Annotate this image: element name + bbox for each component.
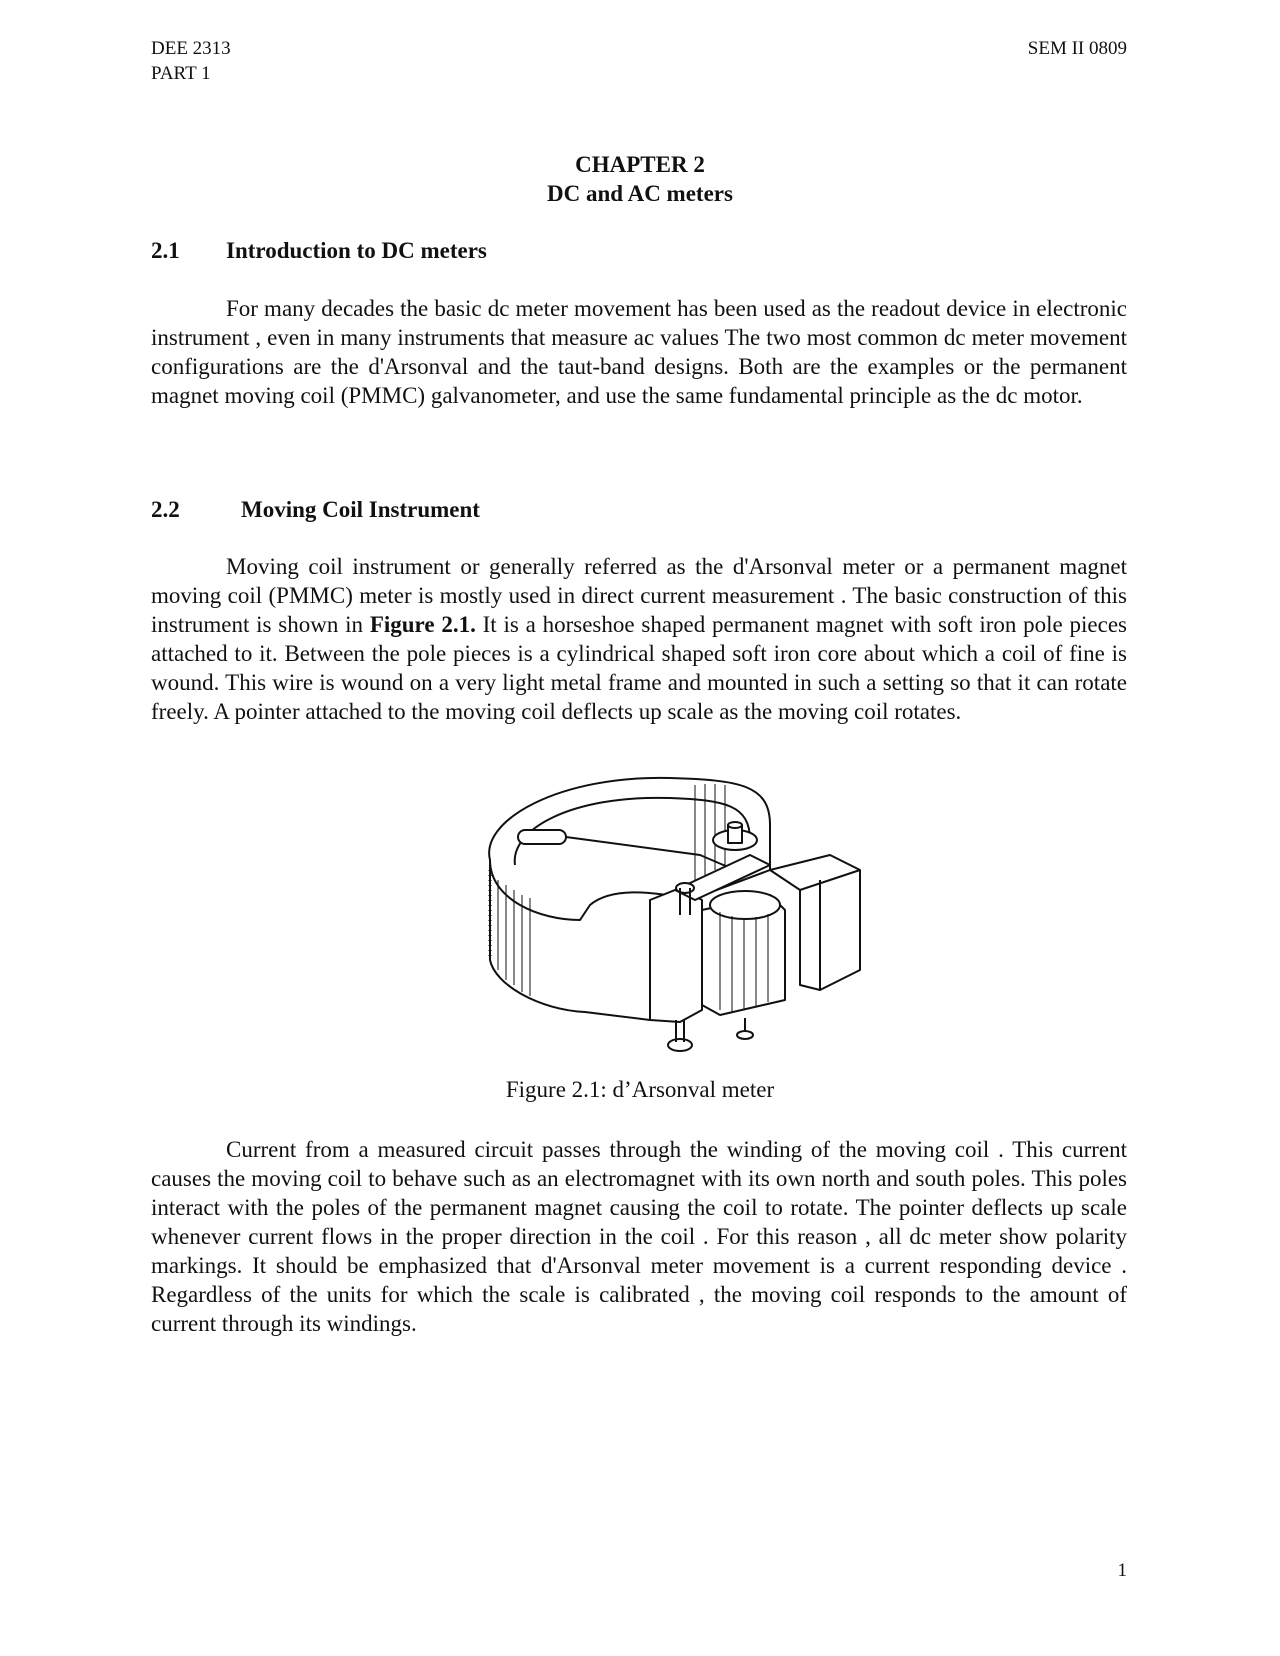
section-number: 2.1 [151,238,180,263]
section-number: 2.2 [151,497,180,522]
course-code: DEE 2313 [151,38,231,59]
darsonval-meter-illustration [470,770,890,1070]
intro-paragraph: For many decades the basic dc meter movement has been used as the readout device in electronic instrument , even in many instruments that measure ac values The two most common dc meter movement configurations are the d'Arsonval and the taut-band designs. Both are the examples or the permanent magnet moving coil (PMMC) galvanometer, and use the same fundamental principle as the dc motor. [151,296,1127,408]
figure-caption: Figure 2.1: d’Arsonval meter [505,1077,775,1102]
paragraph-text: Moving coil instrument or generally referred as the d'Arsonval meter or a permanent magnet moving coil (PMMC) meter is mostly used in direct current measurement . The basic construction of this instrument is shown in [151,554,1127,637]
header-left [151,36,231,86]
section-title: Introduction to DC meters [226,238,487,263]
section-heading-2-2 [151,496,480,524]
section-heading-2-1 [151,237,487,265]
paragraph-text: It is a horseshoe shaped permanent magnet with soft iron pole pieces attached to it. Between the pole pieces is a cylindrical shaped soft iron core about which a coil of fine is wound. This wire is wound on a very light metal frame and mounted in such a setting so that it can rotate freely. A pointer attached to the moving coil deflects up scale as the moving coil rotates. [151,612,1128,724]
part-label: PART 1 [151,63,211,84]
section-title: Moving Coil Instrument [241,497,480,522]
semester-label: SEM II 0809 [1027,38,1127,59]
page-number: 1 [1117,1560,1127,1581]
current-paragraph: Current from a measured circuit passes through the winding of the moving coil . This current causes the moving coil to behave such as an electromagnet with its own north and south poles. This poles interact with the poles of the permanent magnet causing the coil to rotate. The pointer deflects up scale whenever current flows in the proper direction in the coil . For this reason , all dc meter show polarity markings. It should be emphasized that d'Arsonval meter movement is a current responding device . Regardless of the units for which the scale is calibrated , the moving coil responds to the amount of current through its windings. [151,1137,1127,1336]
figure-reference: Figure 2.1. [369,612,476,637]
chapter-number: CHAPTER 2 [575,152,705,177]
moving-coil-paragraph [151,552,1127,726]
chapter-title: DC and AC meters [547,181,733,206]
